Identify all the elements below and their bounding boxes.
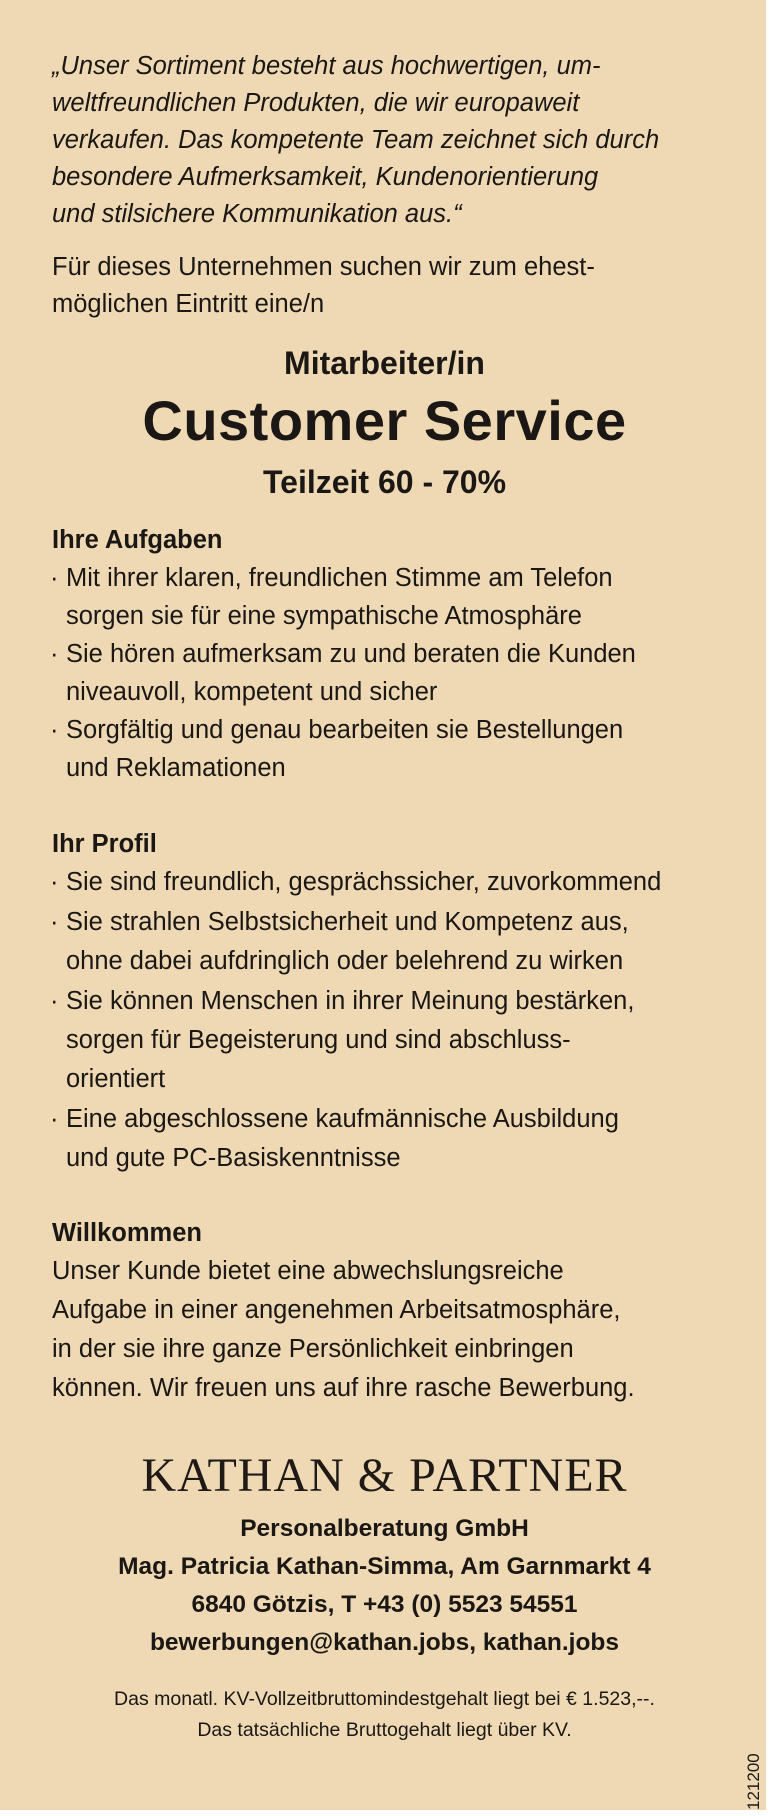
company-logo: KATHAN & PARTNER (141, 1449, 628, 1502)
list-item-text: Sie können Menschen in ihrer Meinung bestärken, sorgen für Begeisterung und sind abschluss- orientiert (66, 987, 635, 1093)
bullet: · (50, 716, 59, 744)
salary-footnote-line1: Das monatl. KV-Vollzeitbruttomindestgehalt liegt bei € 1.523,--. (114, 1688, 655, 1710)
bullet: · (50, 640, 59, 668)
list-item-text: Sorgfältig und genau bearbeiten sie Bestellungen und Reklamationen (66, 716, 624, 782)
list-item (52, 635, 732, 711)
intro-text: Für dieses Unternehmen suchen wir zum ehest- möglichen Eintritt eine/n (52, 253, 595, 318)
list-item-text: Sie sind freundlich, gesprächssicher, zuvorkommend (66, 868, 662, 896)
job-pre-title: Mitarbeiter/in (284, 345, 485, 381)
company-name: Personalberatung GmbH (240, 1515, 529, 1542)
list-item-text: Eine abgeschlossene kaufmännische Ausbildung und gute PC-Basiskenntnisse (66, 1105, 619, 1172)
contact-email-web: bewerbungen@kathan.jobs, kathan.jobs (149, 1629, 620, 1656)
job-title-block (52, 341, 717, 507)
company-quote: „Unser Sortiment besteht aus hochwertigen, um- weltfreundlichen Produkten, die wir europaweit verkaufen. Das kompetente Team zeichnet sich durch besondere Aufmerksamkeit, Kundenorientierung und stilsichere Kommunikation aus.“ (52, 52, 660, 228)
contact-person: Mag. Patricia Kathan-Simma, Am Garnmarkt 4 (118, 1553, 651, 1580)
list-item (52, 711, 732, 787)
welcome-text: Unser Kunde bietet eine abwechslungsreiche Aufgabe in einer angenehmen Arbeitsatmosphäre, in der sie ihre ganze Persönlichkeit einbringen können. Wir freuen uns auf ihre rasche Bewerbung. (52, 1257, 635, 1402)
contact-phone: 6840 Götzis, T +43 (0) 5523 54551 (191, 1591, 578, 1618)
list-item (52, 982, 732, 1099)
bullet: · (50, 564, 59, 592)
bullet: · (50, 908, 59, 936)
list-item (52, 903, 732, 981)
job-title: Customer Service (142, 389, 627, 452)
list-item-text: Sie hören aufmerksam zu und beraten die Kunden niveauvoll, kompetent und sicher (66, 640, 636, 706)
job-subtitle: Teilzeit 60 - 70% (262, 464, 507, 500)
salary-footnote (52, 1684, 717, 1746)
list-item (52, 863, 732, 902)
list-item-text: Sie strahlen Selbstsicherheit und Kompetenz aus, ohne dabei aufdringlich oder belehrend zu wirken (66, 908, 629, 975)
profile-list (52, 863, 732, 1178)
profile-heading: Ihr Profil (52, 830, 157, 858)
bullet: · (50, 868, 59, 896)
bullet: · (50, 987, 59, 1015)
ad-content (52, 48, 732, 1746)
list-item-text: Mit ihrer klaren, freundlichen Stimme am Telefon sorgen sie für eine sympathische Atmosphäre (66, 564, 613, 630)
list-item (52, 559, 732, 635)
salary-footnote-line2: Das tatsächliche Bruttogehalt liegt über KV. (197, 1719, 572, 1741)
tasks-list (52, 559, 732, 787)
tasks-heading: Ihre Aufgaben (52, 526, 223, 554)
ad-code: 121200 (744, 1753, 763, 1810)
list-item (52, 1100, 732, 1178)
company-block (52, 1448, 717, 1662)
welcome-heading: Willkommen (52, 1219, 202, 1247)
bullet: · (50, 1105, 59, 1133)
